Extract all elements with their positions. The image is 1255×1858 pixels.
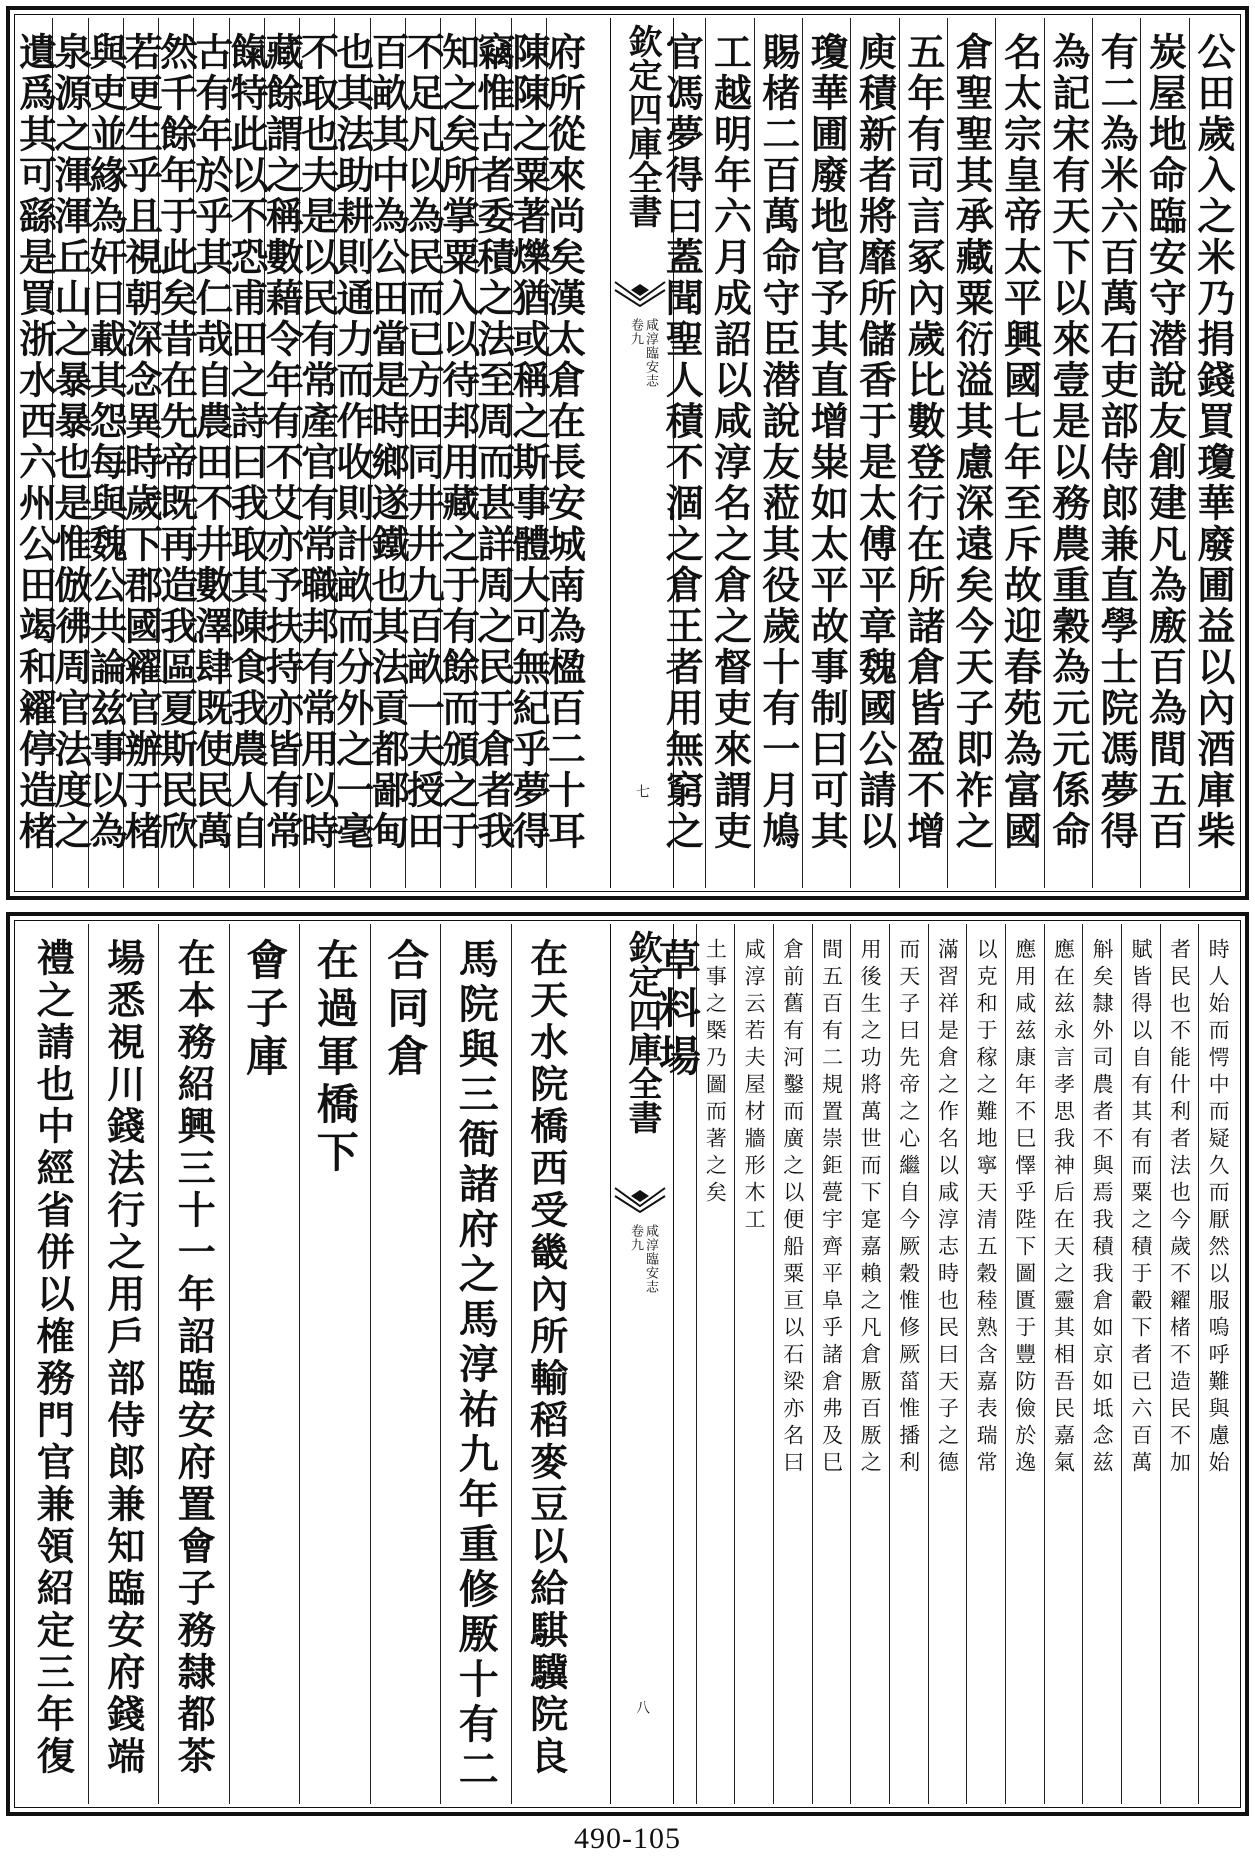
column-text: 會子庫	[240, 938, 290, 1082]
upper-left-text-block	[12, 18, 587, 888]
column-text: 炭屋地命臨安守潜說友創建凡為廒百為間五百	[1142, 32, 1188, 852]
gutter-page-number: 八	[634, 1700, 650, 1714]
column-text: 滿習祥是倉之作名以咸淳志時也民曰天子之德	[935, 938, 960, 1478]
column-text: 公田歲入之米乃捐錢買瓊華廢圃益以內酒庫柴	[1190, 32, 1236, 852]
text-column	[966, 924, 1005, 1804]
column-text: 時人始而愕中而疑久而厭然以服嗚呼難與慮始	[1206, 938, 1231, 1478]
column-text: 草料場	[652, 938, 702, 1082]
column-text: 斛矣隸外司農者不與焉我積我倉如京如坻念兹	[1090, 938, 1115, 1478]
column-text: 土事之槩乃圖而著之矣	[703, 938, 728, 1208]
upper-right-text-block	[658, 18, 1237, 888]
upper-book-page	[6, 6, 1249, 900]
column-text: 間五百有二規置崇鉅甍宇齊平阜乎諸倉弗及巳	[819, 938, 844, 1478]
column-text: 泉源之渾渾丘山之暴暴也是惟倣彿周官法度之	[47, 32, 93, 852]
column-text: 倉前舊有河鑿而廣之以便船粟亘以石梁亦名曰	[780, 938, 805, 1478]
text-column	[899, 18, 947, 888]
text-column	[1082, 924, 1121, 1804]
text-column	[158, 924, 229, 1804]
text-column	[440, 924, 511, 1804]
column-text: 者民也不能什利者法也今歲不糴楮不造民不加	[1167, 938, 1192, 1478]
text-column	[1005, 924, 1044, 1804]
column-text: 為記宋有天下以來壹是以務農重穀為元元係命	[1045, 32, 1091, 852]
column-text: 知之矣所掌粟入以待邦用藏之于有餘而頒之于	[435, 32, 481, 852]
column-text: 庾積新者將靡所儲香于是太傅平章魏國公請以	[852, 32, 898, 852]
text-column	[1044, 18, 1092, 888]
text-column	[734, 924, 773, 1804]
text-column	[370, 924, 441, 1804]
gutter-page-number: 七	[634, 784, 650, 798]
text-column	[928, 924, 967, 1804]
column-text: 然千餘年于此矣昔在先帝既再造我區夏斯民欣	[153, 32, 199, 852]
text-column	[889, 924, 928, 1804]
text-column	[812, 924, 851, 1804]
footer-page-number: 490-105	[574, 1822, 681, 1855]
column-text: 若更生乎且視朝深念異時歲下郡國糴官辦于楮	[118, 32, 164, 852]
column-text: 工越明年六月成詔以咸淳名之倉之督吏來謂吏	[707, 32, 753, 852]
text-column	[802, 18, 850, 888]
text-column	[947, 18, 995, 888]
column-text: 百畝其中為公田當是時鄉遂鐵也其法貢都鄙甸	[365, 32, 411, 852]
column-text: 名太宗皇帝太平興國七年至斥故迎春苑為富國	[997, 32, 1043, 852]
column-text: 合同倉	[381, 938, 431, 1082]
lower-page-frame	[18, 924, 1237, 1804]
text-column	[1121, 924, 1160, 1804]
text-column	[12, 18, 58, 888]
text-column	[1189, 18, 1237, 888]
column-text: 與吏並緣為奸日載其怨每與魏公共論兹事以為	[83, 32, 129, 852]
text-column	[511, 924, 582, 1804]
column-text: 也其法助耕則通力而作收則計畝而分外之一毫	[329, 32, 375, 852]
gutter-title: 欽定四庫全書	[622, 24, 662, 228]
column-text: 應在兹永言孝思我神后在天之靈其相吾民嘉氣	[1051, 938, 1076, 1478]
text-column	[229, 924, 300, 1804]
column-text: 官馮夢得曰蓋聞聖人積不涸之倉王者用無窮之	[659, 32, 705, 852]
column-text: 不取也夫是以民有常產官有常職邦有常用以時	[294, 32, 340, 852]
column-text: 不足凡以為民而已方田同井井九百畝一夫授田	[400, 32, 446, 852]
text-column	[1160, 924, 1199, 1804]
column-text: 倉聖聖其承藏粟衍溢其慮深遠矣今天子即祚之	[949, 32, 995, 852]
upper-gutter	[610, 18, 674, 888]
gutter-subtitle: 咸淳臨安志 卷九	[628, 318, 658, 388]
column-text: 府所從來尚矣漢太倉在長安城南為楹百二十耳	[541, 32, 587, 852]
column-text: 以克和于稼之難地寧天清五穀稑熟含嘉表瑞常	[974, 938, 999, 1478]
upper-page-frame	[12, 18, 1237, 888]
text-column	[1140, 18, 1188, 888]
column-text: 在本務紹興三十一年詔臨安府置會子務隸都茶	[171, 938, 217, 1778]
column-text: 藏餘謂之稱數藉令年有不艾亦予扶持亦皆有常	[259, 32, 305, 852]
text-column	[850, 18, 898, 888]
fishtail-ornament-icon	[615, 280, 665, 306]
gutter-title: 欽定四庫全書	[622, 930, 662, 1134]
column-text: 瓊華圃廢地官予其直增粜如太平故事制曰可其	[804, 32, 850, 852]
column-text: 在天水院橋西受畿內所輸稻麥豆以給騏驥院良	[523, 938, 569, 1778]
column-text: 禮之請也中經省併以榷務門官兼領紹定三年復	[30, 938, 76, 1778]
column-text: 馬院與三衙諸府之馬淳祐九年重修厫十有二	[452, 938, 500, 1793]
column-text: 用後生之功將萬世而下寔嘉賴之凡倉厫百厫之	[858, 938, 883, 1478]
column-text: 賜楮二百萬命守臣潜說友蒞其役歲十有一月鳩	[755, 32, 801, 852]
column-text: 五年有司言冢內歲比數登行在所諸倉皆盈不增	[900, 32, 946, 852]
lower-left-text-block	[18, 924, 581, 1804]
column-text: 咸淳云若夫屋材牆形木工	[742, 938, 767, 1235]
text-column	[88, 924, 159, 1804]
lower-gutter	[610, 924, 674, 1804]
text-column	[1092, 18, 1140, 888]
column-text: 遺爲其可繇是買浙水西六州公田竭和糴停造楮	[12, 32, 58, 852]
column-text: 在過軍橋下	[310, 938, 360, 1178]
text-column	[1198, 924, 1237, 1804]
text-column	[299, 924, 370, 1804]
text-column	[995, 18, 1043, 888]
column-text: 賦皆得以自有其有而粟之積于轂下者已六百萬	[1128, 938, 1153, 1478]
column-text: 餼特此以不恐甫田之詩曰我取其陳食我農人自	[224, 32, 270, 852]
text-column	[754, 18, 802, 888]
text-column	[705, 18, 753, 888]
column-text: 陳陳之粟著爍猶或稱之斯事體大可無紀乎夢得	[506, 32, 552, 852]
column-text: 而天子曰先帝之心繼自今厥穀惟修厥菑惟播利	[896, 938, 921, 1478]
lower-right-text-block	[652, 924, 1237, 1804]
column-text: 場悉視川錢法行之用戶部侍郎兼知臨安府錢端	[100, 938, 146, 1778]
text-column	[18, 924, 88, 1804]
text-column	[773, 924, 812, 1804]
text-column	[1044, 924, 1083, 1804]
column-text: 竊惟古者委積之法至周而甚詳周之民于倉者我	[470, 32, 516, 852]
column-text: 應用咸兹康年不巳懌乎陛下圖匱于豐防儉於逸	[1012, 938, 1037, 1478]
text-column	[850, 924, 889, 1804]
column-text: 古有年於乎其仁哉自農田不井數澤肆既使民萬	[188, 32, 234, 852]
lower-book-page	[6, 912, 1249, 1816]
column-text: 有二為米六百萬石吏部侍郎兼直學士院馮夢得	[1094, 32, 1140, 852]
gutter-subtitle: 咸淳臨安志 卷九	[628, 1224, 658, 1294]
fishtail-ornament-icon	[615, 1186, 665, 1212]
